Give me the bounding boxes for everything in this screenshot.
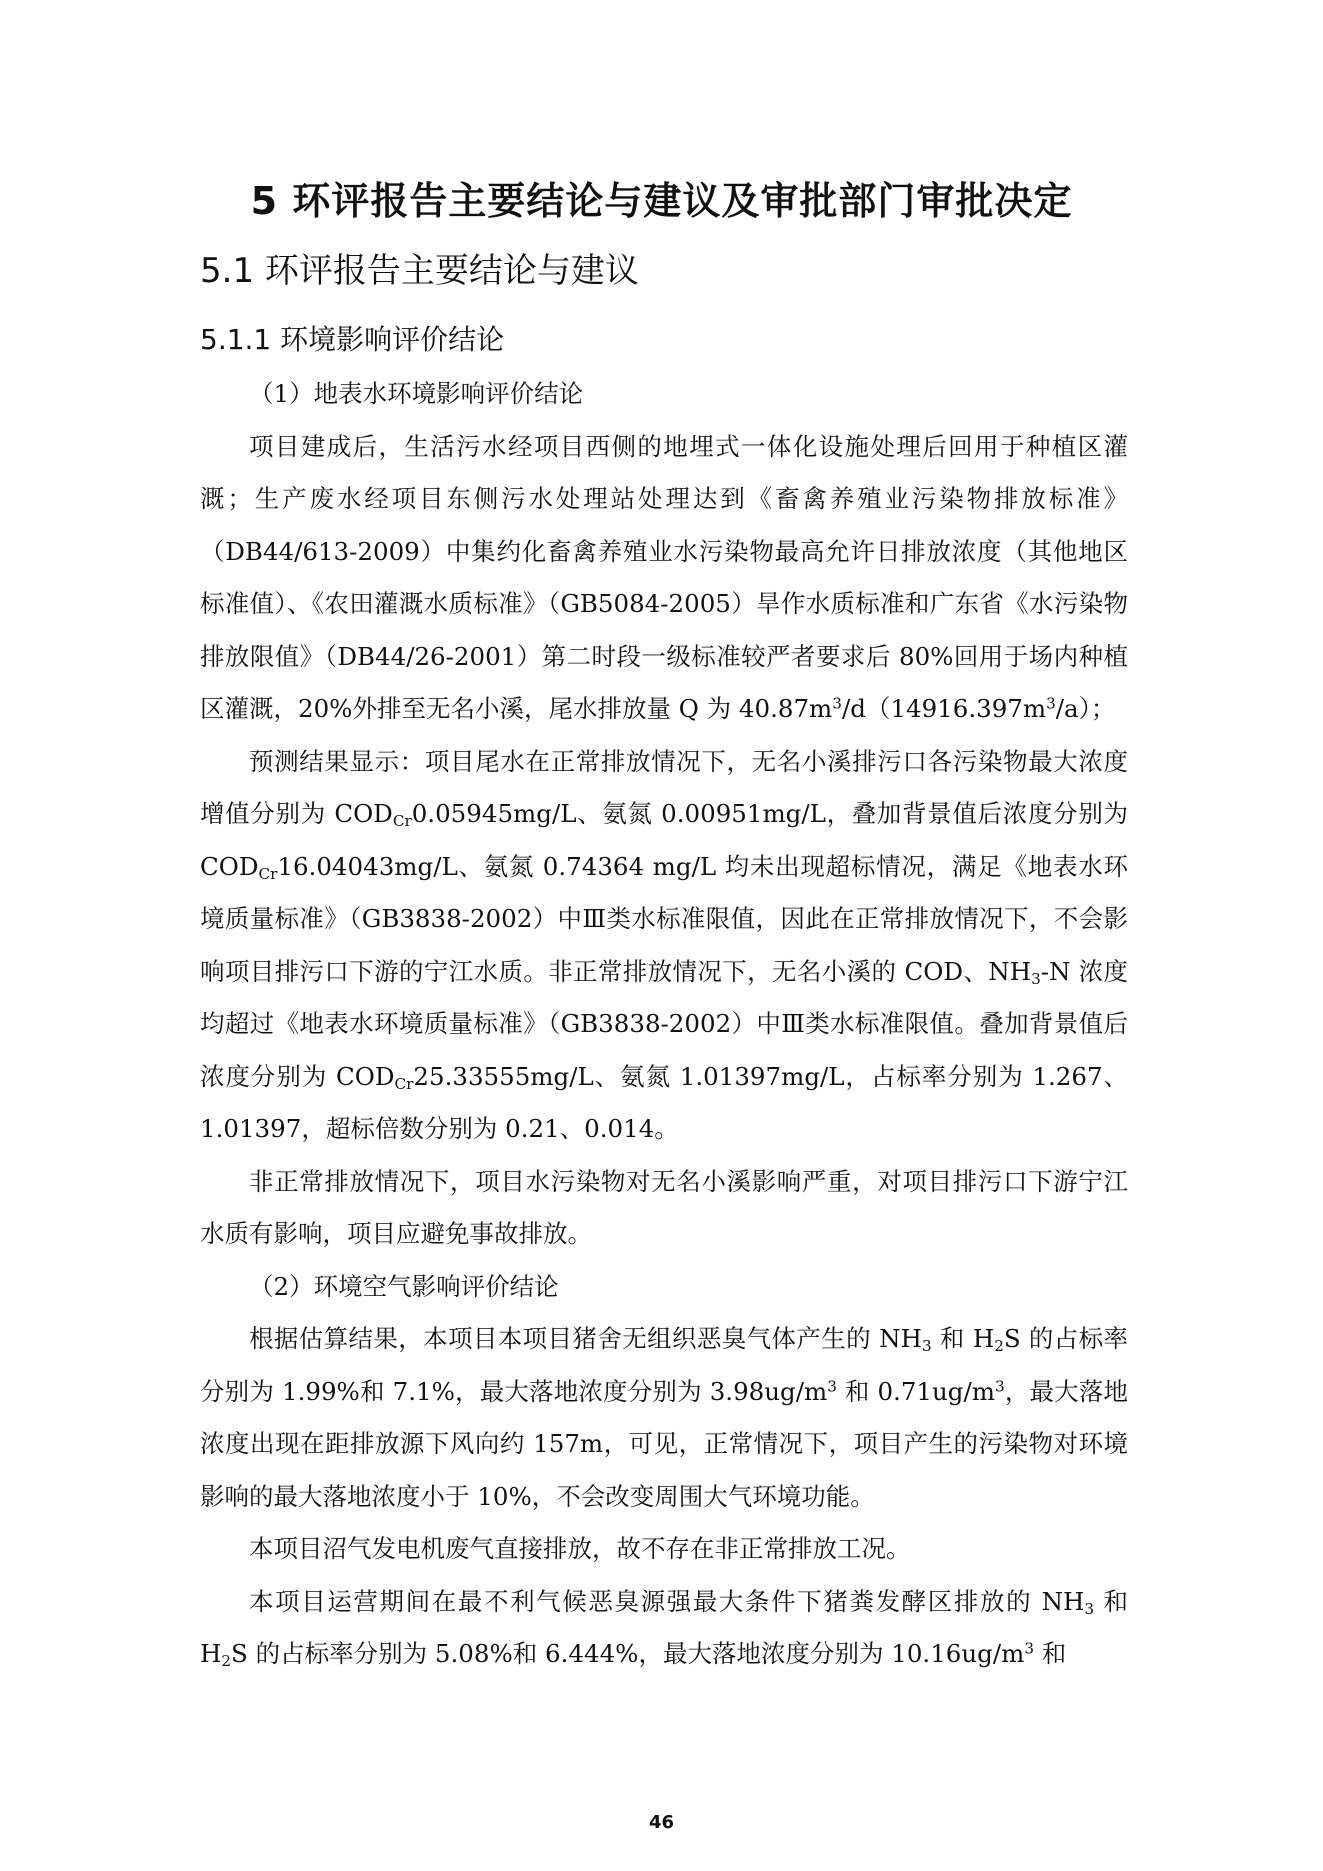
text-segment: /d（14916.397m bbox=[841, 694, 1047, 723]
subscript: Cr bbox=[392, 811, 412, 830]
text-segment: 25.33555mg/L、氨氮 1.01397mg/L，占标率分别为 1.267、1.01397，超标倍数分别为 0.21、0.014。 bbox=[200, 1061, 1129, 1143]
text-segment: 0.05945mg/L、氨氮 0.00951mg/L，叠加背景值后浓度分别为 COD bbox=[200, 799, 1129, 881]
paragraph-prediction-results bbox=[200, 736, 1128, 1156]
paragraph-wastewater-treatment bbox=[200, 421, 1128, 736]
section-title: 5.1 环评报告主要结论与建议 bbox=[200, 251, 639, 291]
text-segment: S 的占标率分别为 1.99%和 7.1%，最大落地浓度分别为 3.98ug/m bbox=[200, 1324, 1128, 1406]
text-segment: 预测结果显示：项目尾水在正常排放情况下，无名小溪排污口各污染物最大浓度增值分别为 COD bbox=[200, 746, 1128, 828]
superscript: 3 bbox=[994, 1377, 1005, 1396]
paragraph-heading-air-quality: （2）环境空气影响评价结论 bbox=[249, 1271, 559, 1301]
text-segment: 16.04043mg/L、氨氮 0.74364 mg/L 均未出现超标情况，满足《地表水环境质量标准》（GB3838-2002）中Ⅲ类水标准限值，因此在正常排放情况下，不会影响项目排污口下游的宁江水质。非正常排放情况下，无名小溪的 COD、NH bbox=[200, 851, 1128, 986]
subscript: 3 bbox=[1031, 969, 1041, 988]
page-number: 46 bbox=[648, 1812, 675, 1833]
text-segment: /a）； bbox=[1055, 694, 1116, 723]
superscript: 3 bbox=[1024, 1639, 1034, 1658]
body-text bbox=[200, 368, 1128, 1681]
paragraph-abnormal-discharge: 非正常排放情况下，项目水污染物对无名小溪影响严重，对项目排污口下游宁江水质有影响，项目应避免事故排放。 bbox=[200, 1166, 1128, 1248]
text-segment: 和 H bbox=[931, 1324, 995, 1353]
text-segment: 项目建成后，生活污水经项目西侧的地埋式一体化设施处理后回用于种植区灌溉；生产废水经项目东侧污水处理站处理达到《畜禽养殖业污染物排放标准》（DB44/613-2009）中集约化畜禽养殖业水污染物最高允许日排放浓度（其他地区标准值）、《农田灌溉水质标准》（GB5084-2005）旱作水质标准和广东省《水污染物排放限值》（DB44/26-2001）第二时段一级标准较严者要求后 80%回用于场内种植区灌溉，20%外排至无名小溪，尾水排放量 Q 为 40.87m bbox=[200, 431, 1128, 723]
text-segment: 和 0.71ug/m bbox=[836, 1376, 995, 1406]
superscript: 3 bbox=[832, 694, 842, 713]
text-segment: ，最大落地浓度出现在距排放源下风向约 157m，可见，正常情况下，项目产生的污染物对环境影响的最大落地浓度小于 10%，不会改变周围大气环境功能。 bbox=[200, 1376, 1128, 1511]
paragraph-biogas-generator: 本项目沼气发电机废气直接排放，故不存在非正常排放工况。 bbox=[249, 1534, 911, 1563]
subscript: 2 bbox=[994, 1336, 1004, 1355]
text-segment: S 的占标率分别为 5.08%和 6.444%，最大落地浓度分别为 10.16ug/m bbox=[231, 1639, 1025, 1668]
subsection-title: 5.1.1 环境影响评价结论 bbox=[200, 323, 505, 356]
paragraph-estimation-results bbox=[200, 1313, 1128, 1523]
text-segment: 本项目运营期间在最不利气候恶臭源强最大条件下猪粪发酵区排放的 NH bbox=[249, 1586, 1085, 1616]
text-segment: -N 浓度均超过《地表水环境质量标准》（GB3838-2002）中Ⅲ类水标准限值。叠加背景值后浓度分别为 COD bbox=[200, 956, 1128, 1091]
subscript: 3 bbox=[1084, 1599, 1095, 1618]
subscript: 2 bbox=[221, 1651, 232, 1670]
text-segment: 根据估算结果，本项目本项目猪舍无组织恶臭气体产生的 NH bbox=[249, 1324, 922, 1353]
subscript: 3 bbox=[921, 1336, 932, 1355]
superscript: 3 bbox=[827, 1377, 837, 1396]
paragraph-heading-surface-water: （1）地表水环境影响评价结论 bbox=[249, 379, 584, 408]
chapter-title: 5 环评报告主要结论与建议及审批部门审批决定 bbox=[250, 179, 1073, 223]
subscript: Cr bbox=[258, 864, 278, 883]
text-segment: 和 H bbox=[200, 1586, 1128, 1668]
text-segment: 和 bbox=[1034, 1639, 1067, 1668]
subscript: Cr bbox=[394, 1074, 414, 1093]
paragraph-worst-case bbox=[200, 1576, 1128, 1681]
superscript: 3 bbox=[1046, 694, 1056, 713]
